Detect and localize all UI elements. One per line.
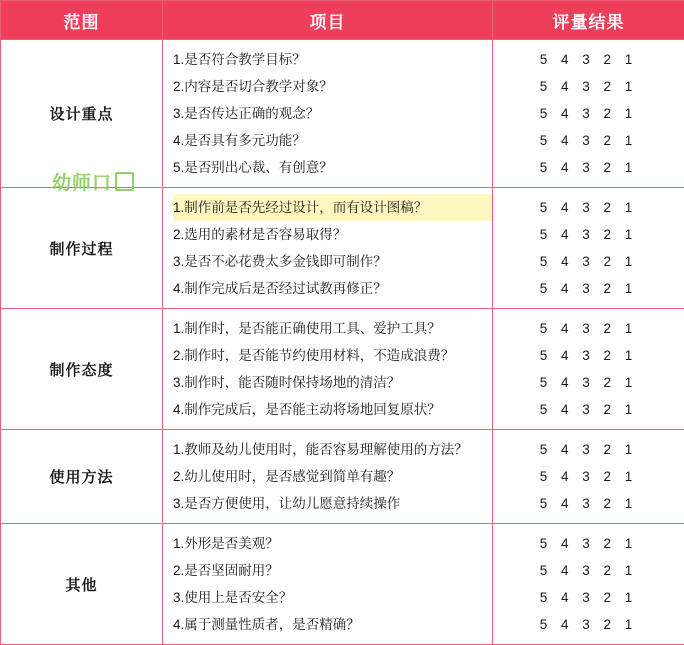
list-item: 1.外形是否美观？ (173, 530, 492, 557)
list-item: 2.是否坚固耐用？ (173, 557, 492, 584)
row-items-cell (163, 40, 493, 188)
row-result-cell (493, 309, 684, 430)
list-item: 3.制作时，能否随时保持场地的清洁？ (173, 369, 492, 396)
row-items-cell (163, 524, 493, 645)
rating-scale[interactable]: 5 4 3 2 1 (493, 127, 684, 154)
list-item: 1.制作时，是否能正确使用工具、爱护工具？ (173, 315, 492, 342)
rating-scale[interactable]: 5 4 3 2 1 (493, 100, 684, 127)
rating-scale[interactable]: 5 4 3 2 1 (493, 463, 684, 490)
list-item: 2.内容是否切合教学对象？ (173, 73, 492, 100)
rating-scale[interactable]: 5 4 3 2 1 (493, 73, 684, 100)
rating-scale[interactable]: 5 4 3 2 1 (493, 221, 684, 248)
list-item: 3.是否不必花费太多金钱即可制作？ (173, 248, 492, 275)
rating-scale[interactable]: 5 4 3 2 1 (493, 369, 684, 396)
rating-scale[interactable]: 5 4 3 2 1 (493, 342, 684, 369)
column-header-scope: 范围 (1, 1, 163, 40)
list-item: 2.制作时，是否能节约使用材料，不造成浪费？ (173, 342, 492, 369)
list-item: 4.是否具有多元功能？ (173, 127, 492, 154)
list-item: 2.幼儿使用时，是否感觉到简单有趣？ (173, 463, 492, 490)
rating-scale[interactable]: 5 4 3 2 1 (493, 194, 684, 221)
rating-scale[interactable]: 5 4 3 2 1 (493, 557, 684, 584)
list-item: 1.制作前是否先经过设计，而有设计图稿？ (173, 194, 492, 221)
row-scope-label: 其他 (1, 524, 163, 645)
rating-scale[interactable]: 5 4 3 2 1 (493, 315, 684, 342)
list-item: 3.是否传达正确的观念？ (173, 100, 492, 127)
table-row (1, 524, 684, 645)
table-body (1, 40, 684, 645)
row-result-cell (493, 524, 684, 645)
row-scope-label: 制作态度 (1, 309, 163, 430)
rating-scale[interactable]: 5 4 3 2 1 (493, 436, 684, 463)
rating-scale[interactable]: 5 4 3 2 1 (493, 46, 684, 73)
row-scope-label: 制作过程 (1, 188, 163, 309)
table-row (1, 40, 684, 188)
rating-scale[interactable]: 5 4 3 2 1 (493, 530, 684, 557)
rating-scale[interactable]: 5 4 3 2 1 (493, 584, 684, 611)
list-item: 5.是否别出心裁、有创意？ (173, 154, 492, 181)
column-header-result: 评量结果 (493, 1, 684, 40)
row-result-cell (493, 430, 684, 524)
table-header-row (1, 1, 684, 40)
column-header-items: 项目 (163, 1, 493, 40)
list-item: 4.属于测量性质者，是否精确？ (173, 611, 492, 638)
rating-scale[interactable]: 5 4 3 2 1 (493, 154, 684, 181)
table-row (1, 430, 684, 524)
row-items-cell (163, 309, 493, 430)
list-item: 4.制作完成后，是否能主动将场地回复原状？ (173, 396, 492, 423)
list-item: 3.使用上是否安全？ (173, 584, 492, 611)
watermark-text: 幼师口 (52, 168, 112, 195)
list-item: 1.教师及幼儿使用时，能否容易理解使用的方法？ (173, 436, 492, 463)
rating-scale[interactable]: 5 4 3 2 1 (493, 611, 684, 638)
table-header (1, 1, 684, 40)
rating-scale[interactable]: 5 4 3 2 1 (493, 275, 684, 302)
rating-scale[interactable]: 5 4 3 2 1 (493, 396, 684, 423)
row-result-cell (493, 40, 684, 188)
list-item: 4.制作完成后是否经过试教再修正？ (173, 275, 492, 302)
row-result-cell (493, 188, 684, 309)
rating-scale[interactable]: 5 4 3 2 1 (493, 490, 684, 517)
row-items-cell (163, 188, 493, 309)
row-scope-label: 设计重点 (1, 40, 163, 188)
row-scope-label: 使用方法 (1, 430, 163, 524)
list-item: 1.是否符合教学目标？ (173, 46, 492, 73)
list-item: 3.是否方便使用，让幼儿愿意持续操作 (173, 490, 492, 517)
table-row (1, 188, 684, 309)
row-items-cell (163, 430, 493, 524)
list-item: 2.选用的素材是否容易取得？ (173, 221, 492, 248)
table-row (1, 309, 684, 430)
rating-scale[interactable]: 5 4 3 2 1 (493, 248, 684, 275)
